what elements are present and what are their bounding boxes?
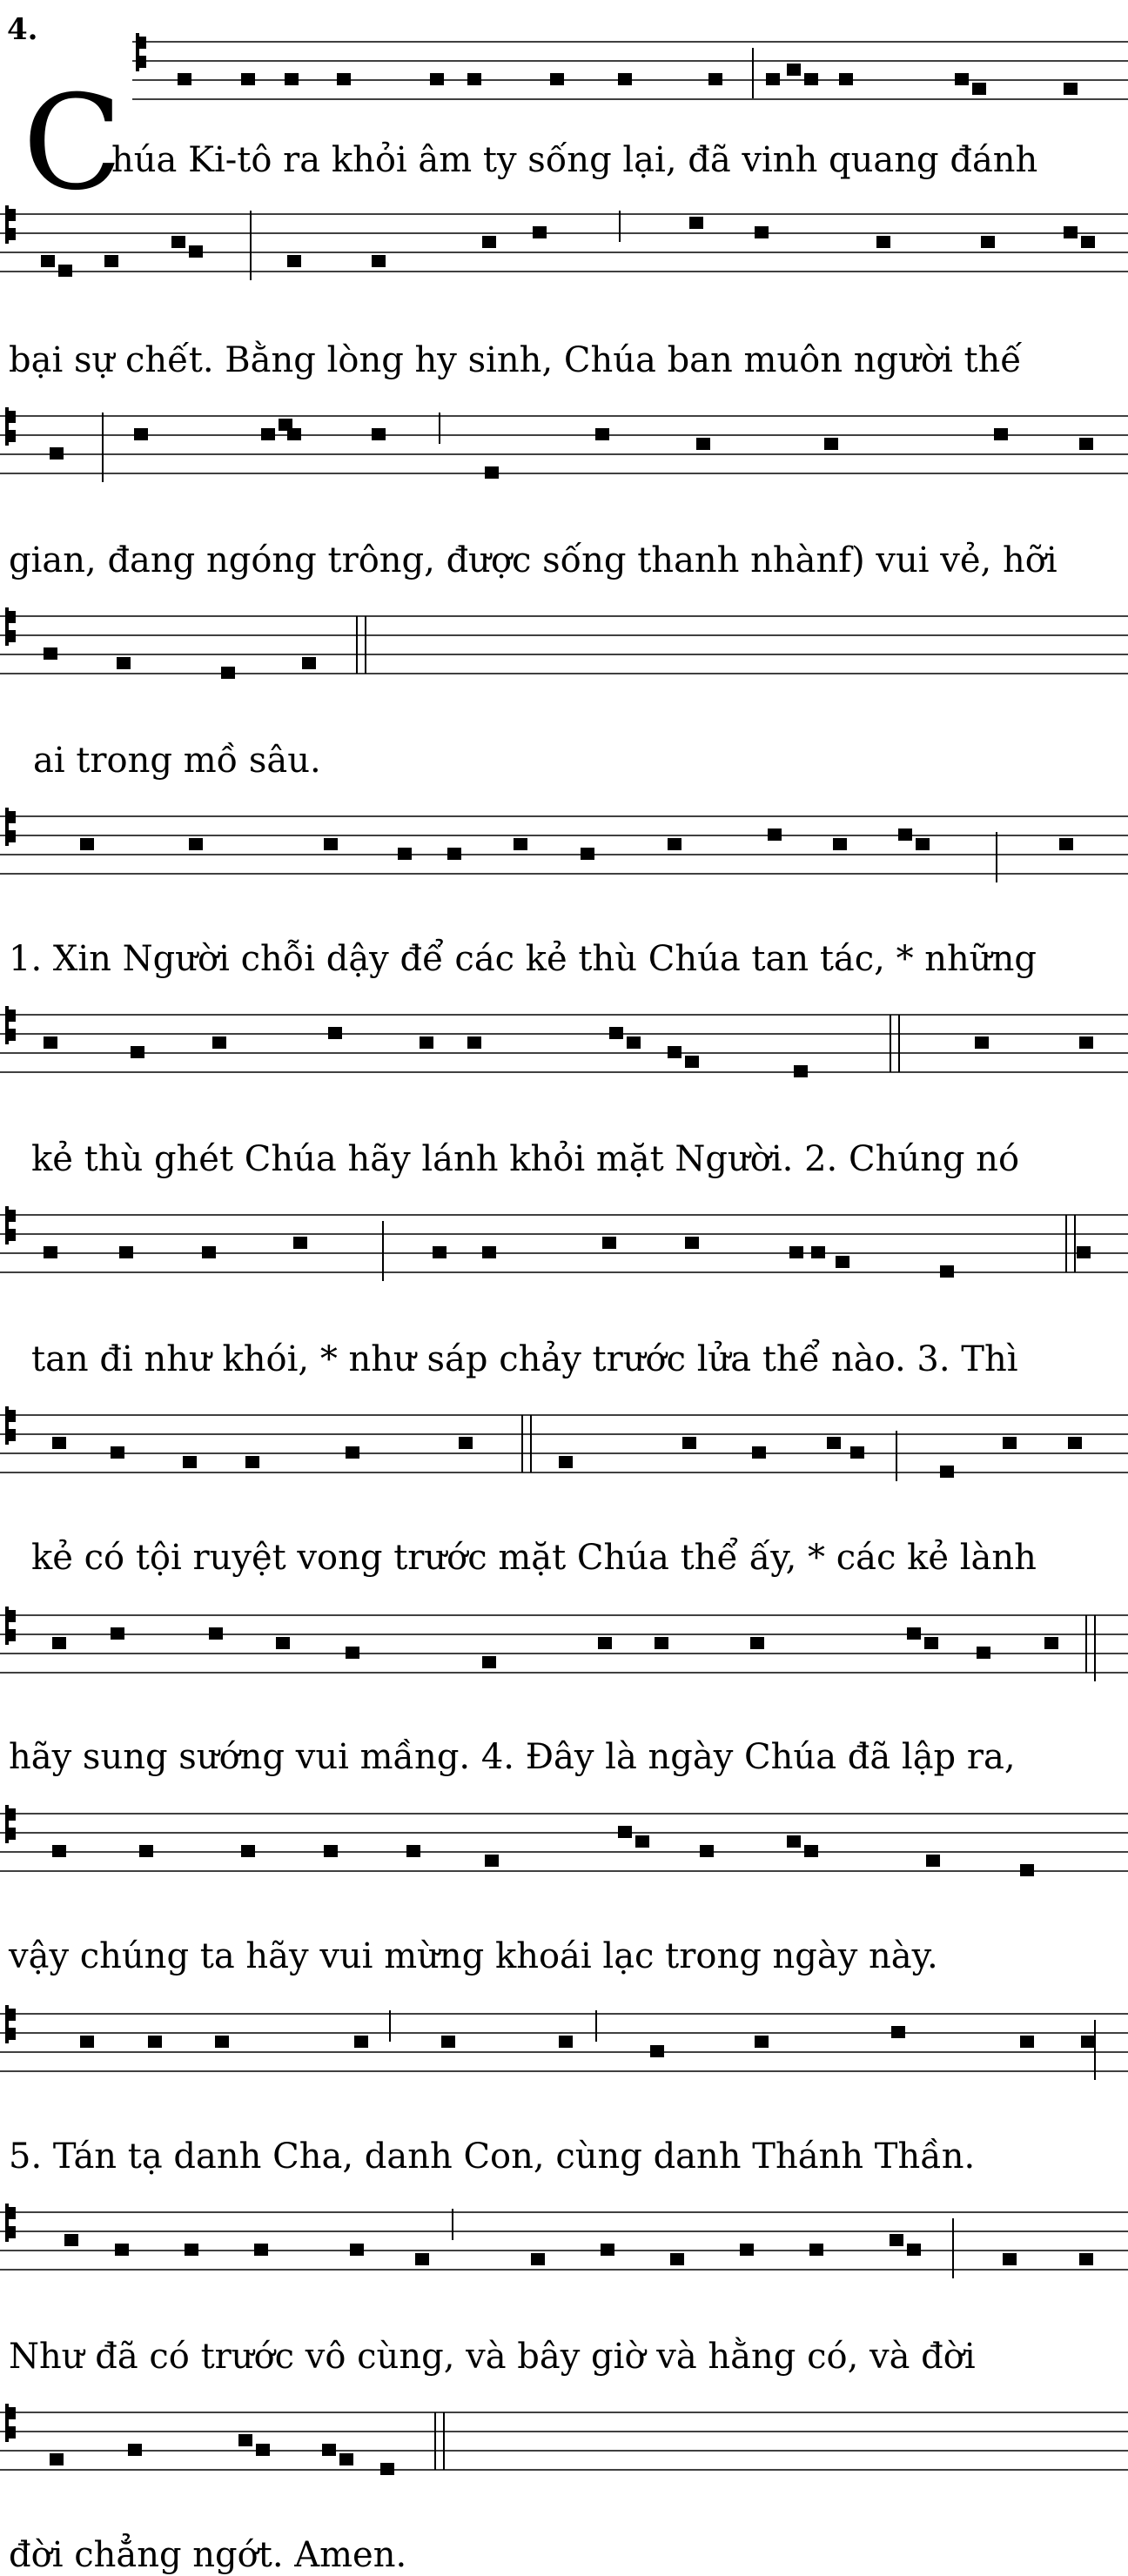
neume-punctum: [833, 838, 847, 850]
neume-punctum: [183, 1456, 197, 1468]
neume-punctum: [52, 1845, 66, 1857]
neume-punctum: [256, 2444, 270, 2456]
neume-punctum: [1003, 2253, 1017, 2265]
neume-punctum: [1068, 1437, 1082, 1449]
neume-punctum: [907, 1627, 921, 1640]
neume-punctum: [117, 657, 131, 669]
neume-punctum: [261, 428, 275, 440]
staff-12: [0, 2195, 1128, 2287]
neume-punctum: [287, 255, 301, 267]
neume-punctum: [58, 265, 72, 277]
c-clef-stem: [136, 33, 139, 71]
lyric-line-13: đời chẳng ngớt. Amen.: [9, 2535, 407, 2575]
neume-punctum: [245, 1456, 259, 1468]
neume-punctum: [221, 667, 235, 679]
neume-punctum: [111, 1446, 124, 1459]
staff-1: [0, 24, 1128, 117]
neume-punctum: [406, 1845, 420, 1857]
neume-punctum: [52, 1637, 66, 1649]
neume-punctum: [955, 73, 969, 85]
neume-punctum: [981, 236, 995, 248]
neume-punctum: [514, 838, 527, 850]
neume-punctum: [650, 2045, 664, 2057]
lyric-line-10: vậy chúng ta hãy vui mừng khoái lạc trong ngày này.: [9, 1936, 938, 1976]
neume-punctum: [178, 73, 191, 85]
neume-punctum: [115, 2244, 129, 2256]
neume-punctum: [346, 1446, 359, 1459]
neume-punctum: [1003, 1437, 1017, 1449]
neume-punctum: [80, 838, 94, 850]
neume-punctum: [1079, 438, 1093, 450]
neume-punctum: [171, 236, 185, 248]
neume-punctum: [689, 217, 703, 229]
neume-punctum: [485, 1855, 499, 1867]
neume-punctum: [839, 73, 853, 85]
staff-13: [0, 2395, 1128, 2487]
lyric-line-3: gian, đang ngóng trông, được sống thanh nhànf) vui vẻ, hỡi: [9, 540, 1058, 580]
staff-9: [0, 1598, 1128, 1690]
neume-punctum: [441, 2036, 455, 2048]
neume-punctum: [293, 1237, 307, 1249]
neume-punctum: [940, 1265, 954, 1278]
neume-punctum: [602, 1237, 616, 1249]
neume-punctum: [380, 2463, 394, 2475]
neume-punctum: [890, 2234, 903, 2246]
neume-punctum: [1064, 226, 1078, 238]
neume-punctum: [975, 1036, 989, 1049]
neume-punctum: [531, 2253, 545, 2265]
c-clef-stem: [5, 205, 9, 244]
neume-punctum: [559, 2036, 573, 2048]
neume-punctum: [766, 73, 780, 85]
lyric-line-6: kẻ thù ghét Chúa hãy lánh khỏi mặt Người. 2. Chúng nó: [31, 1139, 1020, 1179]
neume-punctum: [994, 428, 1008, 440]
neume-punctum: [482, 236, 496, 248]
neume-punctum: [482, 1656, 496, 1668]
neume-punctum: [354, 2036, 368, 2048]
neume-punctum: [809, 2244, 823, 2256]
c-clef-stem: [5, 808, 9, 846]
neume-punctum: [907, 2244, 921, 2256]
neume-punctum: [148, 2036, 162, 2048]
neume-punctum: [787, 1835, 801, 1848]
neume-punctum: [708, 73, 722, 85]
neume-punctum: [302, 657, 316, 669]
neume-punctum: [768, 828, 782, 841]
neume-punctum: [618, 73, 632, 85]
neume-punctum: [346, 1647, 359, 1659]
neume-punctum: [50, 447, 64, 460]
neume-punctum: [916, 838, 930, 850]
neume-punctum: [755, 2036, 769, 2048]
neume-punctum: [485, 466, 499, 479]
neume-punctum: [668, 1046, 682, 1058]
neume-punctum: [44, 647, 57, 660]
neume-punctum: [824, 438, 838, 450]
neume-punctum: [139, 1845, 153, 1857]
neume-punctum: [618, 1826, 632, 1838]
piece-number: 4.: [7, 12, 38, 47]
neume-punctum: [750, 1637, 764, 1649]
neume-punctum: [241, 73, 255, 85]
neume-punctum: [876, 236, 890, 248]
neume-punctum: [1020, 1864, 1034, 1876]
neume-punctum: [324, 838, 338, 850]
neume-punctum: [740, 2244, 754, 2256]
neume-punctum: [189, 838, 203, 850]
neume-punctum: [682, 1437, 696, 1449]
staff-8: [0, 1398, 1128, 1490]
neume-punctum: [891, 2026, 905, 2038]
lyric-line-5: 1. Xin Người chỗi dậy để các kẻ thù Chúa tan tác, * những: [9, 939, 1037, 979]
neume-punctum: [131, 1046, 144, 1058]
neume-punctum: [430, 73, 444, 85]
neume-punctum: [581, 848, 594, 860]
neume-punctum: [635, 1835, 649, 1848]
neume-punctum: [276, 1637, 290, 1649]
neume-punctum: [254, 2244, 268, 2256]
neume-punctum: [189, 245, 203, 258]
neume-punctum: [977, 1647, 990, 1659]
c-clef-stem: [5, 2005, 9, 2043]
neume-punctum: [415, 2253, 429, 2265]
c-clef-stem: [5, 407, 9, 446]
staff-11: [0, 1996, 1128, 2089]
neume-punctum: [459, 1437, 473, 1449]
neume-punctum: [241, 1845, 255, 1857]
c-clef-stem: [5, 1206, 9, 1244]
neume-punctum: [789, 1246, 803, 1258]
neume-punctum: [598, 1637, 612, 1649]
c-clef-stem: [5, 607, 9, 646]
lyric-line-8: kẻ có tội ruyệt vong trước mặt Chúa thể ấy, * các kẻ lành: [31, 1538, 1037, 1578]
lyric-line-2: bại sự chết. Bằng lòng hy sinh, Chúa ban muôn người thế: [9, 340, 1022, 380]
neume-punctum: [940, 1466, 954, 1478]
staff-7: [0, 1197, 1128, 1290]
staff-6: [0, 997, 1128, 1090]
neume-punctum: [44, 1246, 57, 1258]
neume-punctum: [609, 1027, 623, 1039]
lyric-line-12: Như đã có trước vô cùng, và bây giờ và hằng có, và đời: [9, 2337, 976, 2377]
neume-punctum: [601, 2244, 614, 2256]
neume-punctum: [52, 1437, 66, 1449]
neume-punctum: [185, 2244, 198, 2256]
lyric-line-1: húa Ki-tô ra khỏi âm ty sống lại, đã vinh quang đánh: [111, 140, 1038, 180]
neume-punctum: [50, 2453, 64, 2465]
neume-punctum: [64, 2234, 78, 2246]
neume-punctum: [924, 1637, 938, 1649]
neume-punctum: [350, 2244, 364, 2256]
neume-punctum: [447, 848, 461, 860]
neume-punctum: [285, 73, 299, 85]
neume-punctum: [836, 1256, 849, 1268]
neume-punctum: [559, 1456, 573, 1468]
neume-punctum: [128, 2444, 142, 2456]
neume-punctum: [119, 1246, 133, 1258]
neume-punctum: [322, 2444, 336, 2456]
neume-punctum: [467, 73, 481, 85]
neume-punctum: [134, 428, 148, 440]
neume-punctum: [372, 428, 386, 440]
neume-punctum: [328, 1027, 342, 1039]
lyric-line-9: hãy sung sướng vui mầng. 4. Đây là ngày Chúa đã lập ra,: [9, 1737, 1016, 1777]
lyric-line-7: tan đi như khói, * như sáp chảy trước lửa thể nào. 3. Thì: [31, 1339, 1018, 1379]
neume-punctum: [670, 2253, 684, 2265]
neume-punctum: [324, 1845, 338, 1857]
c-clef-stem: [5, 1805, 9, 1843]
c-clef-stem: [5, 1006, 9, 1044]
neume-punctum: [104, 255, 118, 267]
neume-punctum: [482, 1246, 496, 1258]
neume-punctum: [202, 1246, 216, 1258]
neume-punctum: [827, 1437, 841, 1449]
neume-punctum: [595, 428, 609, 440]
neume-punctum: [1079, 2253, 1093, 2265]
staff-2: [0, 197, 1128, 289]
neume-punctum: [533, 226, 547, 238]
neume-punctum: [238, 2434, 252, 2446]
neume-punctum: [926, 1855, 940, 1867]
neume-punctum: [1044, 1637, 1058, 1649]
drop-cap-initial: C: [23, 68, 123, 219]
neume-punctum: [685, 1237, 699, 1249]
staff-4: [0, 599, 1128, 691]
neume-punctum: [1077, 1246, 1091, 1258]
neume-punctum: [212, 1036, 226, 1049]
neume-punctum: [685, 1056, 699, 1068]
neume-punctum: [804, 73, 818, 85]
neume-punctum: [337, 73, 351, 85]
c-clef-stem: [5, 2204, 9, 2242]
neume-punctum: [804, 1845, 818, 1857]
neume-punctum: [655, 1637, 668, 1649]
neume-punctum: [787, 64, 801, 76]
neume-punctum: [794, 1065, 808, 1077]
neume-punctum: [398, 848, 412, 860]
neume-punctum: [467, 1036, 481, 1049]
neume-punctum: [433, 1246, 446, 1258]
staff-5: [0, 799, 1128, 891]
neume-punctum: [972, 83, 986, 95]
staff-10: [0, 1796, 1128, 1888]
neume-punctum: [372, 255, 386, 267]
c-clef-stem: [5, 2404, 9, 2442]
neume-punctum: [1059, 838, 1073, 850]
neume-punctum: [850, 1446, 864, 1459]
c-clef-stem: [5, 1607, 9, 1645]
neume-punctum: [550, 73, 564, 85]
neume-punctum: [1020, 2036, 1034, 2048]
neume-punctum: [898, 828, 912, 841]
neume-punctum: [420, 1036, 433, 1049]
neume-punctum: [696, 438, 710, 450]
neume-punctum: [209, 1627, 223, 1640]
neume-punctum: [700, 1845, 714, 1857]
neume-punctum: [627, 1036, 641, 1049]
neume-punctum: [339, 2453, 353, 2465]
neume-punctum: [287, 428, 301, 440]
lyric-line-11: 5. Tán tạ danh Cha, danh Con, cùng danh Thánh Thần.: [9, 2137, 976, 2177]
neume-punctum: [811, 1246, 825, 1258]
neume-punctum: [1064, 83, 1078, 95]
neume-punctum: [752, 1446, 766, 1459]
neume-punctum: [755, 226, 769, 238]
neume-punctum: [41, 255, 55, 267]
neume-punctum: [215, 2036, 229, 2048]
staff-3: [0, 399, 1128, 491]
neume-punctum: [44, 1036, 57, 1049]
neume-punctum: [111, 1627, 124, 1640]
neume-punctum: [1081, 236, 1095, 248]
neume-punctum: [1079, 1036, 1093, 1049]
neume-punctum: [80, 2036, 94, 2048]
c-clef-stem: [5, 1406, 9, 1445]
neume-punctum: [1081, 2036, 1095, 2048]
lyric-line-4: ai trong mồ sâu.: [33, 741, 321, 781]
neume-punctum: [668, 838, 682, 850]
